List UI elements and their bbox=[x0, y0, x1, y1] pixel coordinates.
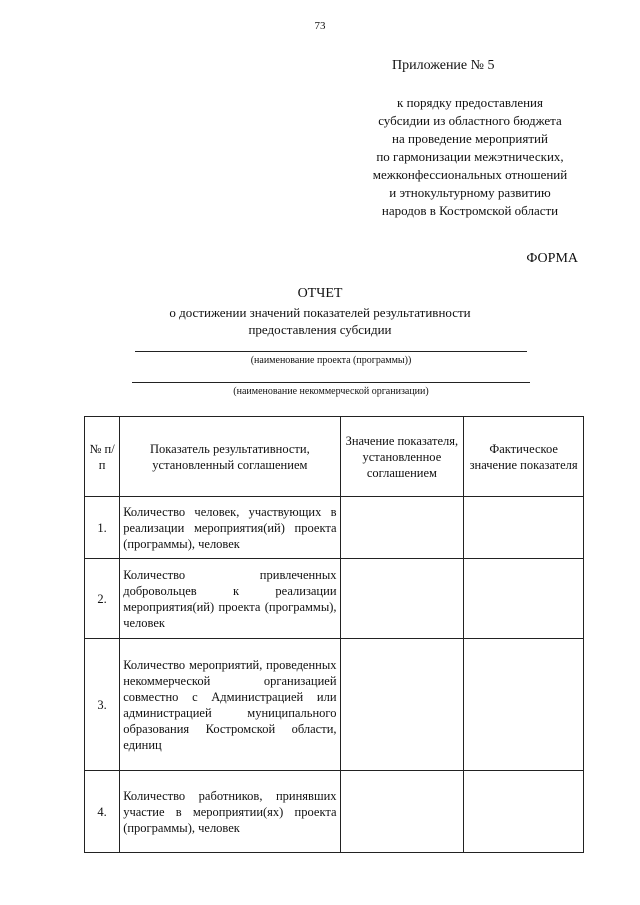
table-row bbox=[85, 639, 584, 771]
row-indicator: Количество мероприятий, проведенных некоммерческой организацией совместно с Администрацией или администрацией муниципального образования Костромской области, единиц bbox=[120, 639, 340, 771]
appendix-line: межконфессиональных отношений bbox=[372, 167, 568, 182]
row-planned-cell[interactable] bbox=[340, 639, 464, 771]
appendix-line: субсидии из областного бюджета bbox=[378, 113, 562, 128]
appendix-line: и этнокультурному развитию bbox=[389, 185, 551, 200]
form-label: ФОРМА bbox=[526, 251, 578, 266]
row-num: 2. bbox=[85, 559, 120, 639]
project-name-caption: (наименование проекта (программы)) bbox=[250, 355, 412, 366]
appendix-line: на проведение мероприятий bbox=[392, 131, 548, 146]
appendix-title: Приложение № 5 bbox=[392, 58, 495, 73]
row-indicator: Количество человек, участвующих в реализации мероприятия(ий) проекта (программы), человек bbox=[120, 497, 340, 559]
organization-name-line[interactable] bbox=[132, 382, 530, 383]
row-indicator: Количество работников, принявших участие в мероприятии(ях) проекта (программы), человек bbox=[120, 771, 340, 853]
organization-name-caption: (наименование некоммерческой организации) bbox=[233, 386, 429, 397]
row-num: 3. bbox=[85, 639, 120, 771]
header-actual: Фактическое значение показателя bbox=[464, 417, 584, 497]
report-subtitle-line: предоставления субсидии bbox=[248, 322, 392, 337]
table-row bbox=[85, 559, 584, 639]
report-title: ОТЧЕТ bbox=[297, 286, 343, 301]
appendix-line: по гармонизации межэтнических, bbox=[376, 149, 564, 164]
appendix-line: народов в Костромской области bbox=[381, 203, 559, 218]
table-row bbox=[85, 771, 584, 853]
row-indicator: Количество привлеченных добровольцев к реализации мероприятия(ий) проекта (программы), человек bbox=[120, 559, 340, 639]
row-actual-cell[interactable] bbox=[464, 559, 584, 639]
row-planned-cell[interactable] bbox=[340, 559, 464, 639]
table-row bbox=[85, 497, 584, 559]
appendix-description bbox=[330, 94, 610, 220]
row-actual-cell[interactable] bbox=[464, 497, 584, 559]
report-subtitle-line: о достижении значений показателей результативности bbox=[169, 305, 471, 320]
header-planned: Значение показателя, установленное соглашением bbox=[340, 417, 464, 497]
row-num: 4. bbox=[85, 771, 120, 853]
appendix-line: к порядку предоставления bbox=[397, 95, 543, 110]
row-actual-cell[interactable] bbox=[464, 771, 584, 853]
header-indicator: Показатель результативности, установленный соглашением bbox=[120, 417, 340, 497]
table-header-row bbox=[85, 417, 584, 497]
report-subtitle bbox=[0, 304, 640, 338]
row-planned-cell[interactable] bbox=[340, 771, 464, 853]
header-num: № п/п bbox=[85, 417, 120, 497]
project-name-line[interactable] bbox=[135, 351, 527, 352]
row-actual-cell[interactable] bbox=[464, 639, 584, 771]
page-number: 73 bbox=[314, 20, 326, 32]
row-num: 1. bbox=[85, 497, 120, 559]
indicators-table bbox=[84, 416, 584, 853]
row-planned-cell[interactable] bbox=[340, 497, 464, 559]
